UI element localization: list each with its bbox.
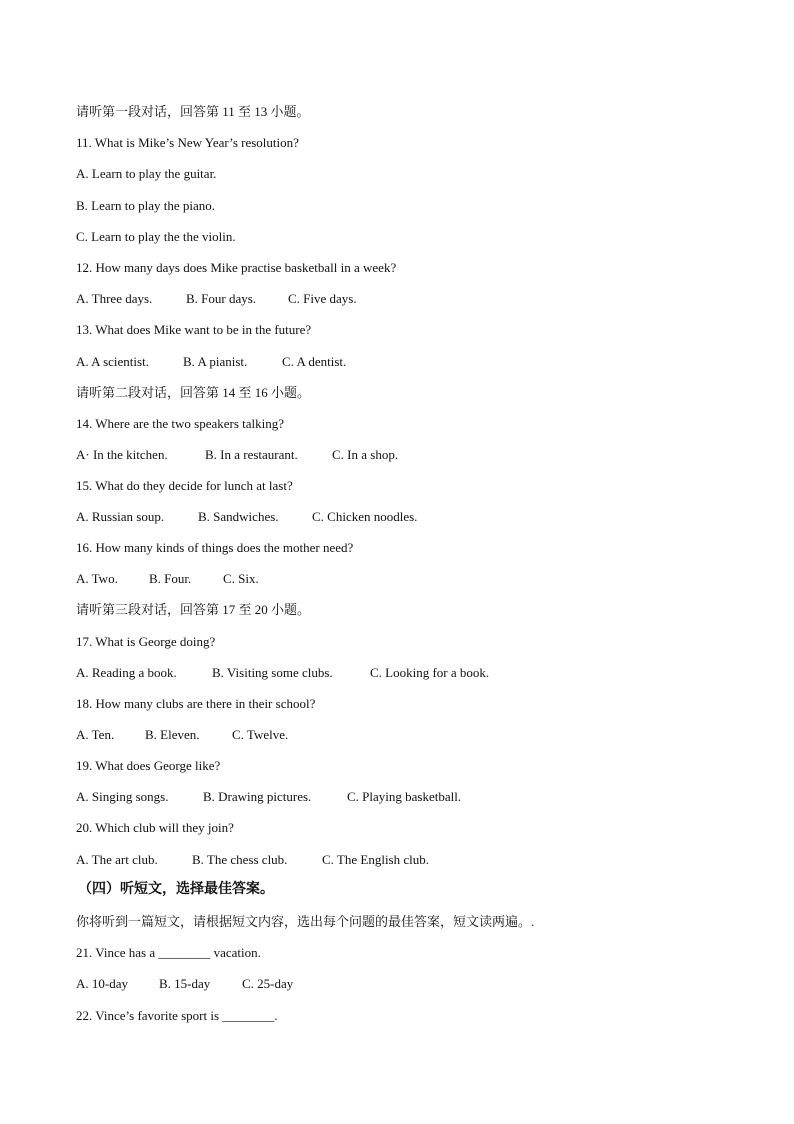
q15-option-b: B. Sandwiches. bbox=[198, 509, 279, 524]
q21-option-b: B. 15-day bbox=[159, 976, 211, 991]
q11-option-c: C. Learn to play the the violin. bbox=[76, 229, 236, 244]
q16-options bbox=[76, 571, 259, 587]
q11-option-a: A. Learn to play the guitar. bbox=[76, 166, 217, 181]
q17-option-a: A. Reading a book. bbox=[76, 665, 177, 680]
q18-option-b: B. Eleven. bbox=[145, 727, 200, 742]
q21-option-a: A. 10-day bbox=[76, 976, 128, 991]
q16-option-b: B. Four. bbox=[149, 571, 192, 586]
question-14: 14. Where are the two speakers talking? bbox=[76, 416, 285, 431]
q20-options bbox=[76, 852, 429, 868]
q16-option-a: A. Two. bbox=[76, 571, 118, 586]
q19-option-a: A. Singing songs. bbox=[76, 789, 169, 804]
q14-option-c: C. In a shop. bbox=[332, 447, 399, 462]
q12-option-b: B. Four days. bbox=[186, 291, 257, 306]
q14-option-b: B. In a restaurant. bbox=[205, 447, 298, 462]
question-12: 12. How many days does Mike practise basketball in a week? bbox=[76, 260, 397, 275]
q19-option-b: B. Drawing pictures. bbox=[203, 789, 312, 804]
q15-options bbox=[76, 509, 417, 525]
q16-option-c: C. Six. bbox=[223, 571, 259, 586]
q13-option-b: B. A pianist. bbox=[183, 354, 248, 369]
q17-option-b: B. Visiting some clubs. bbox=[212, 665, 333, 680]
q12-options bbox=[76, 291, 357, 307]
question-21: 21. Vince has a ________ vacation. bbox=[76, 945, 261, 960]
section-instruction-2: 请听第二段对话，回答第 14 至 16 小题。 bbox=[76, 385, 311, 400]
q19-options bbox=[76, 789, 461, 805]
q20-option-a: A. The art club. bbox=[76, 852, 158, 867]
question-22: 22. Vince’s favorite sport is ________. bbox=[76, 1008, 278, 1023]
q19-option-c: C. Playing basketball. bbox=[347, 789, 462, 804]
question-13: 13. What does Mike want to be in the future? bbox=[76, 322, 312, 337]
q20-option-b: B. The chess club. bbox=[192, 852, 288, 867]
section-instruction-1: 请听第一段对话，回答第 11 至 13 小题。 bbox=[76, 104, 310, 119]
q14-options bbox=[76, 447, 398, 463]
q18-option-c: C. Twelve. bbox=[232, 727, 289, 742]
question-18: 18. How many clubs are there in their school? bbox=[76, 696, 316, 711]
q13-option-a: A. A scientist. bbox=[76, 354, 149, 369]
question-15: 15. What do they decide for lunch at last? bbox=[76, 478, 293, 493]
q20-option-c: C. The English club. bbox=[322, 852, 430, 867]
question-17: 17. What is George doing? bbox=[76, 634, 216, 649]
q13-option-c: C. A dentist. bbox=[282, 354, 347, 369]
question-20: 20. Which club will they join? bbox=[76, 820, 234, 835]
q12-option-a: A. Three days. bbox=[76, 291, 153, 306]
question-11: 11. What is Mike’s New Year’s resolution? bbox=[76, 135, 299, 150]
q17-options bbox=[76, 665, 489, 681]
q15-option-a: A. Russian soup. bbox=[76, 509, 165, 524]
q15-option-c: C. Chicken noodles. bbox=[312, 509, 418, 524]
q17-option-c: C. Looking for a book. bbox=[370, 665, 490, 680]
question-19: 19. What does George like? bbox=[76, 758, 221, 773]
q21-options bbox=[76, 976, 293, 992]
q14-option-a: A· In the kitchen. bbox=[76, 447, 168, 462]
section-instruction-4: 你将听到一篇短文，请根据短文内容，选出每个问题的最佳答案，短文读两遍。. bbox=[76, 914, 535, 929]
q21-option-c: C. 25-day bbox=[242, 976, 294, 991]
q11-option-b: B. Learn to play the piano. bbox=[76, 198, 215, 213]
q18-option-a: A. Ten. bbox=[76, 727, 115, 742]
q18-options bbox=[76, 727, 288, 743]
question-16: 16. How many kinds of things does the mother need? bbox=[76, 540, 354, 555]
q12-option-c: C. Five days. bbox=[288, 291, 357, 306]
section-instruction-3: 请听第三段对话，回答第 17 至 20 小题。 bbox=[76, 602, 311, 617]
section-heading-4: （四）听短文，选择最佳答案。 bbox=[78, 882, 274, 897]
q13-options bbox=[76, 354, 346, 370]
